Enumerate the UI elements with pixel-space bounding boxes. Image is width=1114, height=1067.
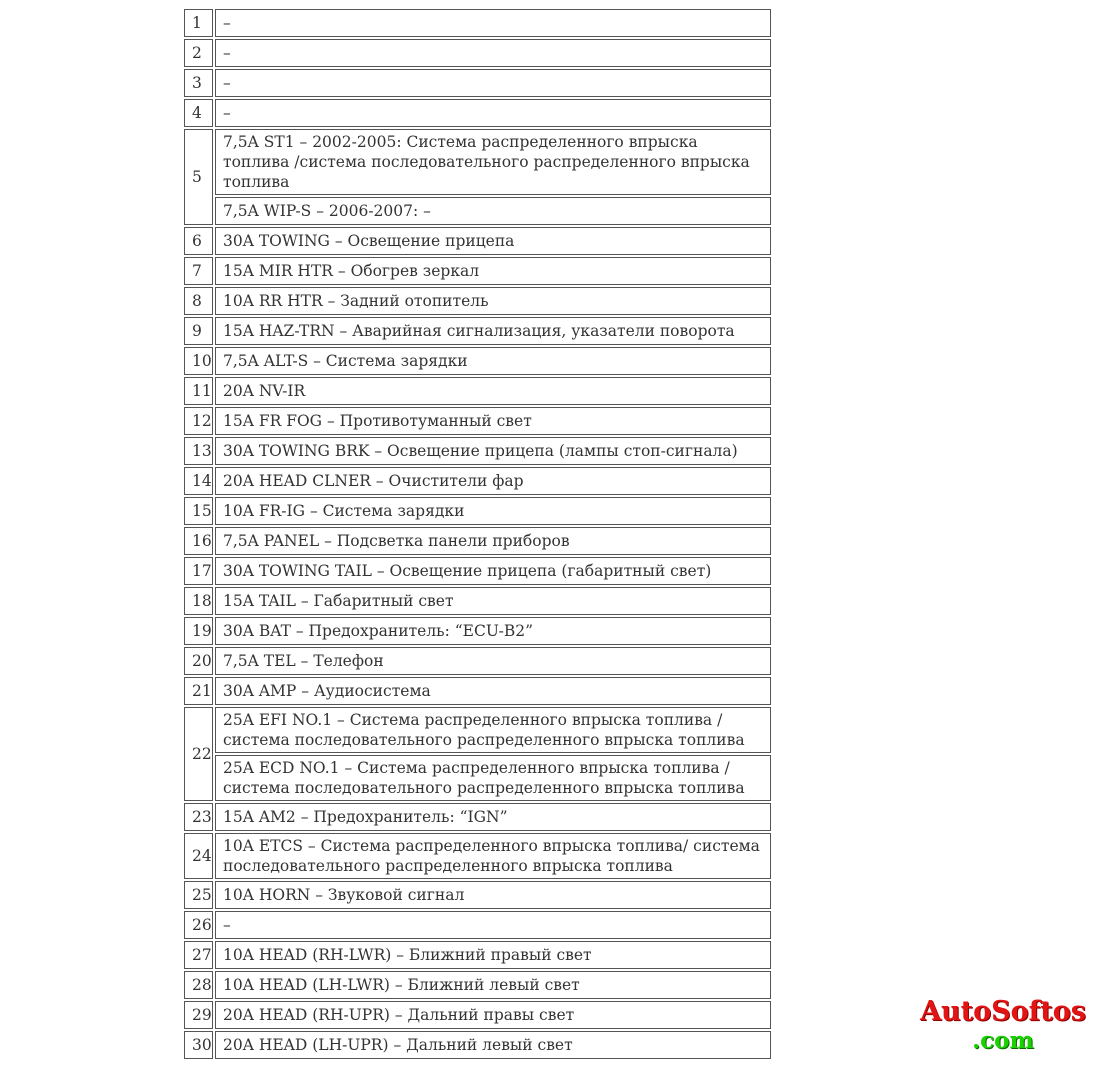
- fuse-description: 10A HORN – Звуковой сигнал: [215, 881, 771, 909]
- table-row: [184, 527, 771, 555]
- fuse-description: –: [215, 39, 771, 67]
- fuse-number: 21: [184, 677, 213, 705]
- table-row: [184, 467, 771, 495]
- fuse-table: [182, 7, 773, 1061]
- fuse-number: 26: [184, 911, 213, 939]
- table-row: [184, 287, 771, 315]
- fuse-description: 15A AM2 – Предохранитель: “IGN”: [215, 803, 771, 831]
- fuse-number: 13: [184, 437, 213, 465]
- fuse-number: 16: [184, 527, 213, 555]
- fuse-number: 2: [184, 39, 213, 67]
- fuse-description: –: [215, 69, 771, 97]
- table-row: [184, 377, 771, 405]
- fuse-number: 25: [184, 881, 213, 909]
- fuse-description: 25A EFI NO.1 – Система распределенного впрыска топлива / система последовательного распределенного впрыска топлива: [215, 707, 771, 753]
- fuse-description: 30A TOWING BRK – Освещение прицепа (лампы стоп-сигнала): [215, 437, 771, 465]
- fuse-number: 24: [184, 833, 213, 879]
- table-row: [184, 129, 771, 195]
- fuse-description: 7,5A TEL – Телефон: [215, 647, 771, 675]
- table-row: [184, 347, 771, 375]
- fuse-number: 4: [184, 99, 213, 127]
- table-row: [184, 941, 771, 969]
- table-row: [184, 587, 771, 615]
- fuse-description: 10A HEAD (LH-LWR) – Ближний левый свет: [215, 971, 771, 999]
- fuse-description: 30A BAT – Предохранитель: “ECU-B2”: [215, 617, 771, 645]
- fuse-description: 15A HAZ-TRN – Аварийная сигнализация, указатели поворота: [215, 317, 771, 345]
- table-row: [184, 617, 771, 645]
- table-row: [184, 1001, 771, 1029]
- table-row: [184, 971, 771, 999]
- table-row: [184, 9, 771, 37]
- fuse-number: 17: [184, 557, 213, 585]
- fuse-number: 30: [184, 1031, 213, 1059]
- table-row: [184, 227, 771, 255]
- table-row: [184, 197, 771, 225]
- fuse-number: 5: [184, 129, 213, 225]
- table-row: [184, 911, 771, 939]
- fuse-description: 10A ETCS – Система распределенного впрыска топлива/ система последовательного распределенного впрыска топлива: [215, 833, 771, 879]
- fuse-table-body: [184, 9, 771, 1059]
- fuse-number: 1: [184, 9, 213, 37]
- watermark-logo: [908, 998, 1098, 1052]
- fuse-number: 11: [184, 377, 213, 405]
- fuse-number: 29: [184, 1001, 213, 1029]
- fuse-description: 10A RR HTR – Задний отопитель: [215, 287, 771, 315]
- fuse-description: 25A ECD NO.1 – Система распределенного впрыска топлива / система последовательного распределенного впрыска топлива: [215, 755, 771, 801]
- table-row: [184, 647, 771, 675]
- table-row: [184, 557, 771, 585]
- table-row: [184, 257, 771, 285]
- table-row: [184, 803, 771, 831]
- table-row: [184, 497, 771, 525]
- fuse-description: 20A HEAD CLNER – Очистители фар: [215, 467, 771, 495]
- watermark-domain: .com: [972, 1027, 1034, 1054]
- table-row: [184, 755, 771, 801]
- fuse-description: –: [215, 911, 771, 939]
- fuse-number: 3: [184, 69, 213, 97]
- fuse-number: 28: [184, 971, 213, 999]
- fuse-description: –: [215, 99, 771, 127]
- fuse-description: 7,5A PANEL – Подсветка панели приборов: [215, 527, 771, 555]
- fuse-number: 18: [184, 587, 213, 615]
- fuse-number: 10: [184, 347, 213, 375]
- fuse-description: 15A TAIL – Габаритный свет: [215, 587, 771, 615]
- table-row: [184, 39, 771, 67]
- fuse-number: 22: [184, 707, 213, 801]
- fuse-description: 15A FR FOG – Противотуманный свет: [215, 407, 771, 435]
- fuse-number: 20: [184, 647, 213, 675]
- fuse-number: 12: [184, 407, 213, 435]
- fuse-description: 30A TOWING TAIL – Освещение прицепа (габаритный свет): [215, 557, 771, 585]
- fuse-description: 30A AMP – Аудиосистема: [215, 677, 771, 705]
- fuse-number: 14: [184, 467, 213, 495]
- fuse-description: 7,5A ST1 – 2002-2005: Система распределенного впрыска топлива /система последовательного распределенного впрыска топлива: [215, 129, 771, 195]
- fuse-description: 20A HEAD (LH-UPR) – Дальний левый свет: [215, 1031, 771, 1059]
- fuse-description: 20A NV-IR: [215, 377, 771, 405]
- fuse-number: 9: [184, 317, 213, 345]
- fuse-description: 10A HEAD (RH-LWR) – Ближний правый свет: [215, 941, 771, 969]
- fuse-description: 7,5A WIP-S – 2006-2007: –: [215, 197, 771, 225]
- fuse-number: 27: [184, 941, 213, 969]
- table-row: [184, 881, 771, 909]
- fuse-description: –: [215, 9, 771, 37]
- fuse-number: 23: [184, 803, 213, 831]
- fuse-number: 19: [184, 617, 213, 645]
- fuse-number: 15: [184, 497, 213, 525]
- fuse-description: 30A TOWING – Освещение прицепа: [215, 227, 771, 255]
- table-row: [184, 833, 771, 879]
- fuse-number: 7: [184, 257, 213, 285]
- table-row: [184, 69, 771, 97]
- fuse-description: 10A FR-IG – Система зарядки: [215, 497, 771, 525]
- table-row: [184, 407, 771, 435]
- table-row: [184, 317, 771, 345]
- table-row: [184, 437, 771, 465]
- fuse-description: 7,5A ALT-S – Система зарядки: [215, 347, 771, 375]
- table-row: [184, 99, 771, 127]
- table-row: [184, 707, 771, 753]
- watermark-brand: AutoSoftos: [920, 996, 1086, 1027]
- table-row: [184, 1031, 771, 1059]
- table-row: [184, 677, 771, 705]
- fuse-number: 6: [184, 227, 213, 255]
- fuse-description: 20A HEAD (RH-UPR) – Дальний правы свет: [215, 1001, 771, 1029]
- fuse-number: 8: [184, 287, 213, 315]
- fuse-description: 15A MIR HTR – Обогрев зеркал: [215, 257, 771, 285]
